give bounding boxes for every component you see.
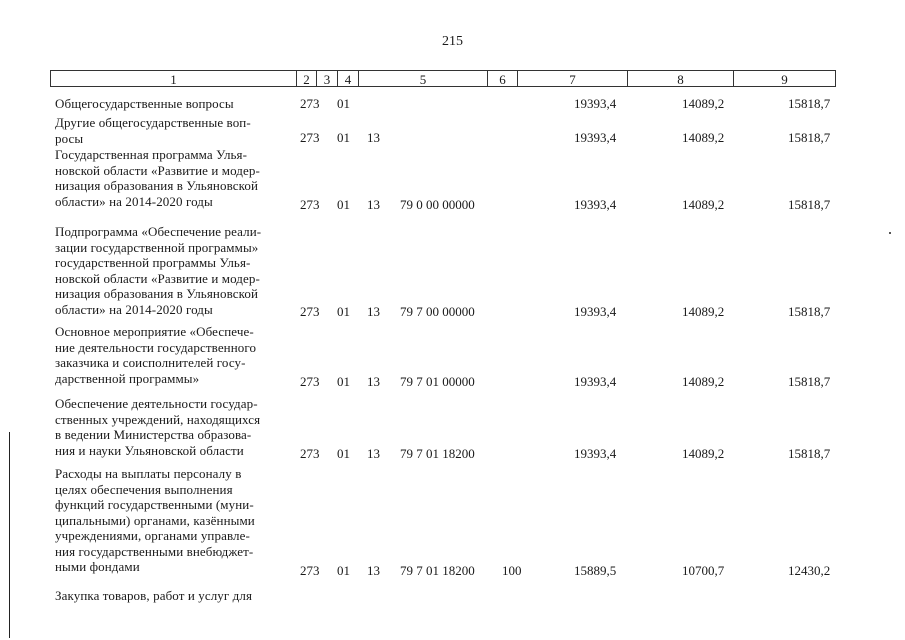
description-line: ния и науки Ульяновской области (55, 442, 244, 458)
description-line: новской области «Развитие и модер- (55, 270, 260, 286)
cell-c7: 19393,4 (574, 96, 617, 111)
description-line: Обеспечение деятельности государ- (55, 396, 258, 411)
row-description (55, 147, 297, 209)
cell-c3: 01 (337, 446, 350, 461)
header-cell-3: 3 (316, 70, 338, 87)
row-description (55, 115, 297, 146)
cell-c4: 13 (367, 563, 380, 578)
description-line: низация образования в Ульяновской (55, 178, 259, 193)
cell-c2: 273 (300, 374, 320, 389)
description-line: росы (55, 130, 84, 146)
row-description (55, 396, 297, 458)
description-line: Расходы на выплаты персоналу в (55, 466, 242, 481)
cell-c2: 273 (300, 96, 320, 111)
cell-c9: 15818,7 (788, 304, 831, 319)
page-number: 215 (442, 34, 463, 49)
cell-c8: 14089,2 (682, 197, 725, 212)
cell-c9: 12430,2 (788, 563, 831, 578)
cell-c2: 273 (300, 446, 320, 461)
description-line: Общегосударственные вопросы (55, 96, 234, 111)
header-cell-1: 1 (50, 70, 297, 87)
description-line: заказчика и соисполнителей госу- (55, 355, 246, 370)
description-line: Другие общегосударственные воп- (55, 115, 251, 130)
cell-c5: 79 7 00 00000 (400, 304, 475, 319)
description-line: Закупка товаров, работ и услуг для (55, 588, 253, 603)
cell-c4: 13 (367, 304, 380, 319)
cell-c6: 100 (502, 563, 522, 578)
description-line: области» на 2014-2020 годы (55, 301, 213, 317)
description-line: новской области «Развитие и модер- (55, 162, 260, 178)
cell-c4: 13 (367, 374, 380, 389)
description-line: ственных учреждений, находящихся (55, 411, 261, 427)
cell-c2: 273 (300, 304, 320, 319)
cell-c3: 01 (337, 197, 350, 212)
description-line: учреждениями, органами управле- (55, 528, 250, 543)
cell-c5: 79 7 01 18200 (400, 446, 475, 461)
scan-speck (889, 232, 891, 234)
row-description (55, 588, 297, 604)
description-line: ния государственными внебюджет- (55, 543, 254, 559)
description-line: Основное мероприятие «Обеспече- (55, 324, 254, 339)
cell-c5: 79 0 00 00000 (400, 197, 475, 212)
cell-c4: 13 (367, 446, 380, 461)
cell-c5: 79 7 01 18200 (400, 563, 475, 578)
cell-c5: 79 7 01 00000 (400, 374, 475, 389)
scan-margin-line (9, 432, 10, 638)
row-description (55, 96, 297, 112)
description-line: целях обеспечения выполнения (55, 481, 233, 497)
row-description (55, 224, 297, 317)
header-cell-5: 5 (358, 70, 488, 87)
cell-c2: 273 (300, 130, 320, 145)
cell-c9: 15818,7 (788, 197, 831, 212)
cell-c2: 273 (300, 197, 320, 212)
description-line: Государственная программа Улья- (55, 147, 248, 162)
header-cell-7: 7 (517, 70, 628, 87)
description-line: области» на 2014-2020 годы (55, 193, 213, 209)
cell-c7: 19393,4 (574, 197, 617, 212)
cell-c9: 15818,7 (788, 446, 831, 461)
cell-c3: 01 (337, 96, 350, 111)
cell-c7: 19393,4 (574, 446, 617, 461)
description-line: ными фондами (55, 559, 140, 574)
description-line: функций государственными (муни- (55, 497, 254, 512)
description-line: ципальными) органами, казёнными (55, 512, 255, 528)
cell-c8: 10700,7 (682, 563, 725, 578)
cell-c9: 15818,7 (788, 96, 831, 111)
cell-c7: 19393,4 (574, 130, 617, 145)
cell-c8: 14089,2 (682, 374, 725, 389)
cell-c9: 15818,7 (788, 374, 831, 389)
row-description (55, 466, 297, 575)
description-line: дарственной программы» (55, 370, 200, 386)
cell-c9: 15818,7 (788, 130, 831, 145)
cell-c7: 19393,4 (574, 374, 617, 389)
header-cell-6: 6 (487, 70, 518, 87)
cell-c7: 15889,5 (574, 563, 617, 578)
description-line: ние деятельности государственного (55, 339, 257, 355)
cell-c4: 13 (367, 130, 380, 145)
description-line: в ведении Министерства образова- (55, 427, 252, 442)
cell-c8: 14089,2 (682, 304, 725, 319)
description-line: государственной программы Улья- (55, 255, 251, 270)
cell-c3: 01 (337, 130, 350, 145)
cell-c3: 01 (337, 563, 350, 578)
description-line: низация образования в Ульяновской (55, 286, 259, 301)
cell-c3: 01 (337, 304, 350, 319)
cell-c8: 14089,2 (682, 446, 725, 461)
header-cell-8: 8 (627, 70, 734, 87)
description-line: Подпрограмма «Обеспечение реали- (55, 224, 262, 239)
cell-c8: 14089,2 (682, 96, 725, 111)
description-line: зации государственной программы» (55, 239, 259, 255)
cell-c4: 13 (367, 197, 380, 212)
cell-c7: 19393,4 (574, 304, 617, 319)
row-description (55, 324, 297, 386)
header-cell-2: 2 (296, 70, 317, 87)
cell-c8: 14089,2 (682, 130, 725, 145)
header-cell-4: 4 (337, 70, 359, 87)
header-cell-9: 9 (733, 70, 836, 87)
cell-c2: 273 (300, 563, 320, 578)
cell-c3: 01 (337, 374, 350, 389)
